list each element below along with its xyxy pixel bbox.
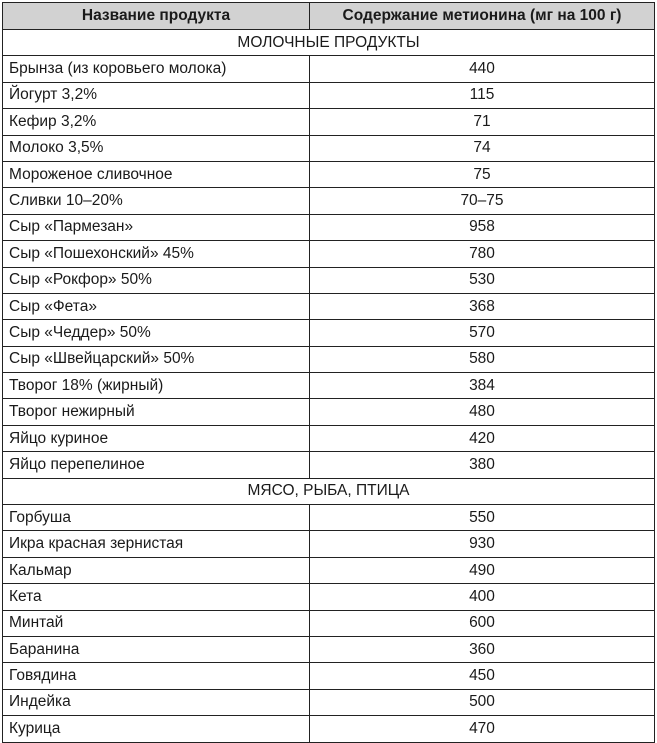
methionine-value-cell: 384 [310, 373, 655, 399]
methionine-value-cell: 550 [310, 505, 655, 531]
product-name-cell: Горбуша [3, 505, 310, 531]
table-header [3, 3, 655, 30]
table-row [3, 346, 655, 372]
table-row [3, 610, 655, 636]
section-title: МЯСО, РЫБА, ПТИЦА [3, 478, 655, 504]
table-row [3, 716, 655, 742]
table-row [3, 161, 655, 187]
methionine-value-cell: 580 [310, 346, 655, 372]
methionine-value-cell: 115 [310, 82, 655, 108]
product-name-cell: Кальмар [3, 557, 310, 583]
product-name-cell: Йогурт 3,2% [3, 82, 310, 108]
methionine-value-cell: 70–75 [310, 188, 655, 214]
product-name-cell: Сыр «Рокфор» 50% [3, 267, 310, 293]
table-row [3, 267, 655, 293]
table-row [3, 425, 655, 451]
section-row [3, 30, 655, 56]
product-name-cell: Кета [3, 584, 310, 610]
table-row [3, 56, 655, 82]
table-row [3, 689, 655, 715]
methionine-value-cell: 958 [310, 214, 655, 240]
table-row [3, 557, 655, 583]
methionine-value-cell: 470 [310, 716, 655, 742]
product-name-cell: Минтай [3, 610, 310, 636]
table-body [3, 30, 655, 743]
product-name-cell: Баранина [3, 636, 310, 662]
product-name-cell: Брынза (из коровьего молока) [3, 56, 310, 82]
methionine-value-cell: 368 [310, 293, 655, 319]
header-methionine-content: Содержание метионина (мг на 100 г) [310, 3, 655, 30]
methionine-value-cell: 450 [310, 663, 655, 689]
product-name-cell: Сливки 10–20% [3, 188, 310, 214]
table-row [3, 531, 655, 557]
table-row [3, 663, 655, 689]
table-row [3, 82, 655, 108]
product-name-cell: Икра красная зернистая [3, 531, 310, 557]
methionine-table [2, 2, 655, 743]
table-row [3, 399, 655, 425]
table-row [3, 109, 655, 135]
table-row [3, 241, 655, 267]
table-row [3, 188, 655, 214]
methionine-value-cell: 780 [310, 241, 655, 267]
product-name-cell: Сыр «Пармезан» [3, 214, 310, 240]
methionine-value-cell: 490 [310, 557, 655, 583]
table-row [3, 452, 655, 478]
methionine-value-cell: 420 [310, 425, 655, 451]
table-row [3, 505, 655, 531]
section-title: МОЛОЧНЫЕ ПРОДУКТЫ [3, 30, 655, 56]
methionine-value-cell: 530 [310, 267, 655, 293]
table-row [3, 636, 655, 662]
methionine-value-cell: 71 [310, 109, 655, 135]
product-name-cell: Сыр «Чеддер» 50% [3, 320, 310, 346]
methionine-value-cell: 400 [310, 584, 655, 610]
methionine-value-cell: 75 [310, 161, 655, 187]
methionine-value-cell: 930 [310, 531, 655, 557]
product-name-cell: Курица [3, 716, 310, 742]
product-name-cell: Творог нежирный [3, 399, 310, 425]
product-name-cell: Индейка [3, 689, 310, 715]
product-name-cell: Сыр «Швейцарский» 50% [3, 346, 310, 372]
product-name-cell: Сыр «Пошехонский» 45% [3, 241, 310, 267]
header-product-name: Название продукта [3, 3, 310, 30]
methionine-value-cell: 500 [310, 689, 655, 715]
table-row [3, 584, 655, 610]
product-name-cell: Мороженое сливочное [3, 161, 310, 187]
methionine-value-cell: 360 [310, 636, 655, 662]
product-name-cell: Сыр «Фета» [3, 293, 310, 319]
header-row [3, 3, 655, 30]
methionine-value-cell: 570 [310, 320, 655, 346]
product-name-cell: Молоко 3,5% [3, 135, 310, 161]
table-row [3, 214, 655, 240]
table-row [3, 320, 655, 346]
product-name-cell: Творог 18% (жирный) [3, 373, 310, 399]
methionine-value-cell: 440 [310, 56, 655, 82]
product-name-cell: Яйцо куриное [3, 425, 310, 451]
product-name-cell: Говядина [3, 663, 310, 689]
methionine-value-cell: 74 [310, 135, 655, 161]
methionine-value-cell: 600 [310, 610, 655, 636]
product-name-cell: Яйцо перепелиное [3, 452, 310, 478]
table-row [3, 293, 655, 319]
product-name-cell: Кефир 3,2% [3, 109, 310, 135]
table-row [3, 373, 655, 399]
table-row [3, 135, 655, 161]
methionine-value-cell: 380 [310, 452, 655, 478]
section-row [3, 478, 655, 504]
methionine-value-cell: 480 [310, 399, 655, 425]
